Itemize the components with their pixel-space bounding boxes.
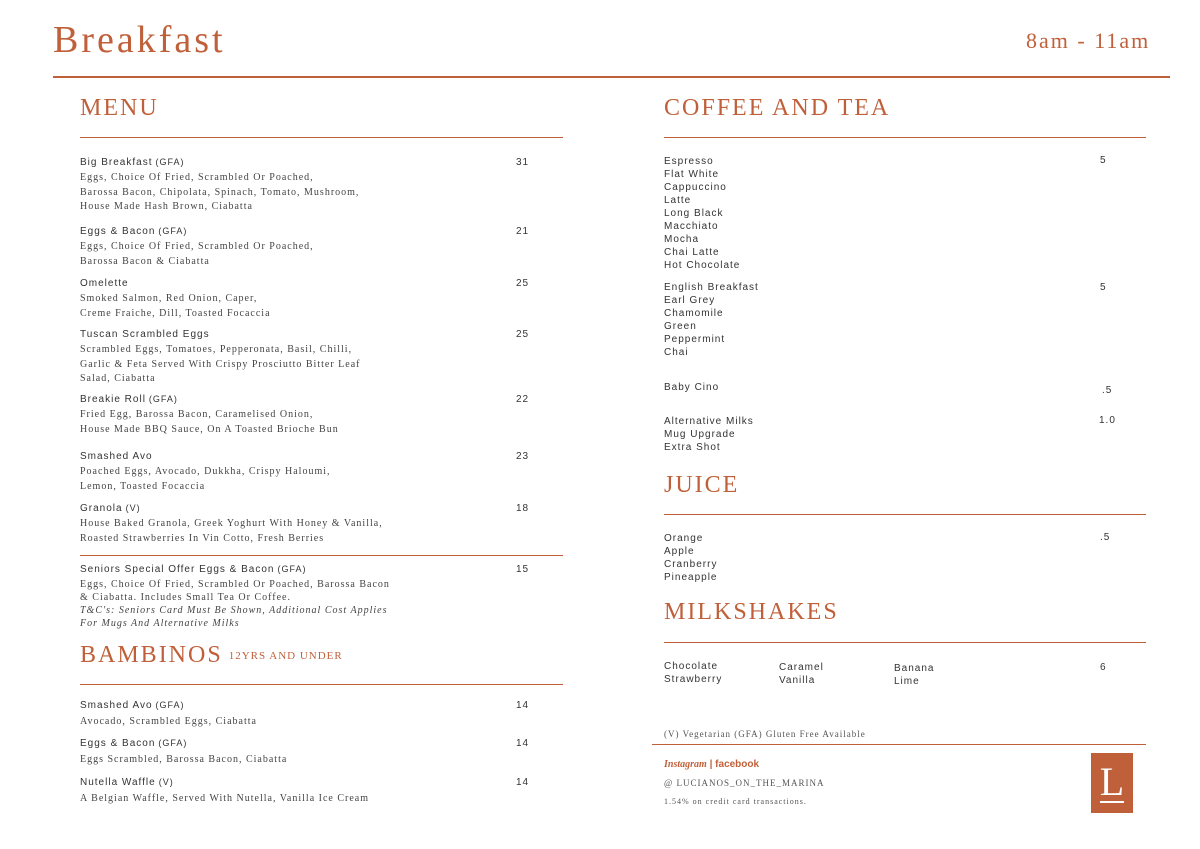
babycino-item: Baby Cino — [664, 382, 720, 393]
bambino-item-description: Avocado, Scrambled Eggs, Ciabatta — [80, 716, 257, 727]
item-tag: (GFA) — [148, 394, 178, 404]
bambino-item-price: 14 — [516, 777, 530, 788]
dietary-legend: (V) Vegetarian (GFA) Gluten Free Available — [664, 729, 866, 739]
item-tag: (GFA) — [158, 738, 188, 748]
menu-item-price: 25 — [516, 329, 530, 340]
facebook-link[interactable]: facebook — [715, 759, 760, 770]
juice-item: Cranberry — [664, 559, 718, 570]
menu-item-description: House Baked Granola, Greek Yoghurt With Honey & Vanilla, — [80, 518, 383, 529]
milkshake-flavour: Lime — [894, 676, 920, 687]
bambino-item-name — [80, 777, 174, 788]
menu-item-description: Poached Eggs, Avocado, Dukkha, Crispy Haloumi, — [80, 466, 331, 477]
juice-list — [664, 532, 717, 584]
footer-divider — [652, 744, 1146, 745]
milkshake-flavour: Chocolate — [664, 661, 719, 672]
item-title: Tuscan Scrambled Eggs — [80, 329, 210, 340]
coffee-item: Flat White — [664, 169, 720, 180]
menu-item-name — [80, 503, 141, 514]
milkshake-flavour: Caramel — [779, 662, 824, 673]
item-tag: (GFA) — [155, 700, 185, 710]
item-title: Smashed Avo — [80, 451, 153, 462]
milkshake-col-3 — [894, 662, 934, 688]
milkshake-flavour: Banana — [894, 663, 935, 674]
seniors-name — [80, 564, 306, 575]
menu-item-price: 21 — [516, 226, 530, 237]
tea-item: Earl Grey — [664, 295, 716, 306]
menu-item-name — [80, 329, 210, 340]
coffee-list — [664, 155, 740, 272]
juice-item: Pineapple — [664, 572, 718, 583]
tea-list — [664, 281, 759, 359]
menu-item-price: 25 — [516, 278, 530, 289]
extra-item: Alternative Milks — [664, 416, 754, 427]
menu-item-description: Garlic & Feta Served With Crispy Prosciutto Bitter Leaf — [80, 358, 361, 370]
seniors-description: Eggs, Choice Of Fried, Scrambled Or Poached, Barossa Bacon — [80, 579, 390, 590]
coffee-item: Cappuccino — [664, 182, 727, 193]
milkshake-col-1 — [664, 660, 722, 686]
coffee-item: Latte — [664, 195, 692, 206]
social-separator: | — [709, 759, 713, 770]
juice-price: .5 — [1100, 532, 1111, 543]
menu-item-name — [80, 394, 178, 405]
bambino-item-description: Eggs Scrambled, Barossa Bacon, Ciabatta — [80, 754, 288, 765]
menu-item-price: 23 — [516, 451, 530, 462]
menu-item-description: Scrambled Eggs, Tomatoes, Pepperonata, Basil, Chilli, — [80, 344, 353, 355]
coffee-divider — [664, 137, 1146, 138]
menu-item-description: Smoked Salmon, Red Onion, Caper, — [80, 293, 258, 304]
item-title: Big Breakfast — [80, 157, 153, 168]
seniors-terms: For Mugs And Alternative Milks — [80, 618, 240, 629]
seniors-divider — [80, 555, 563, 556]
menu-item-description: Eggs, Choice Of Fried, Scrambled Or Poached, — [80, 172, 314, 183]
opening-hours: 8am - 11am — [1026, 28, 1151, 53]
milkshake-flavour: Strawberry — [664, 674, 723, 685]
coffee-item: Chai Latte — [664, 247, 720, 258]
bambinos-title: BAMBINOS — [80, 642, 223, 668]
menu-item-description: Barossa Bacon & Ciabatta — [80, 255, 210, 267]
tea-price: 5 — [1100, 282, 1107, 293]
extras-price: 1.0 — [1099, 415, 1116, 426]
item-title: Breakie Roll — [80, 394, 146, 405]
coffee-item: Hot Chocolate — [664, 260, 741, 271]
logo-letter: L — [1099, 759, 1125, 804]
juice-heading: JUICE — [664, 472, 740, 498]
item-title: Omelette — [80, 278, 129, 289]
menu-item-name — [80, 278, 129, 289]
item-tag: (GFA) — [155, 157, 185, 167]
coffee-price: 5 — [1100, 155, 1107, 166]
item-tag: (V) — [158, 777, 174, 787]
item-title: Seniors Special Offer Eggs & Bacon — [80, 564, 275, 575]
coffee-item: Macchiato — [664, 221, 719, 232]
card-surcharge: 1.54% on credit card transactions. — [664, 797, 807, 806]
menu-heading: MENU — [80, 95, 159, 121]
milkshake-flavour: Vanilla — [779, 675, 816, 686]
extras-list — [664, 415, 754, 454]
menu-item-name — [80, 157, 184, 168]
menu-item-description: Fried Egg, Barossa Bacon, Caramelised Onion, — [80, 409, 314, 420]
coffee-item: Mocha — [664, 234, 700, 245]
menu-item-description: Barossa Bacon, Chipolata, Spinach, Tomato, Mushroom, — [80, 186, 360, 198]
tea-item: Peppermint — [664, 334, 726, 345]
juice-divider — [664, 514, 1146, 515]
instagram-link[interactable]: Instagram — [664, 759, 707, 770]
menu-item-name — [80, 451, 153, 462]
menu-item-price: 22 — [516, 394, 530, 405]
menu-item-description: Eggs, Choice Of Fried, Scrambled Or Poached, — [80, 241, 314, 252]
bambinos-subtitle: 12YRS AND UNDER — [228, 650, 343, 663]
extra-item: Extra Shot — [664, 442, 721, 453]
item-title: Smashed Avo — [80, 700, 153, 711]
menu-item-price: 18 — [516, 503, 530, 514]
page-title: Breakfast — [53, 19, 226, 61]
seniors-price: 15 — [516, 564, 530, 575]
social-links — [664, 759, 759, 770]
menu-item-description: Roasted Strawberries In Vin Cotto, Fresh Berries — [80, 532, 325, 544]
coffee-item: Espresso — [664, 156, 714, 167]
item-tag: (GFA) — [277, 564, 307, 574]
menu-item-description: Creme Fraiche, Dill, Toasted Focaccia — [80, 307, 271, 319]
bambino-item-description: A Belgian Waffle, Served With Nutella, Vanilla Ice Cream — [80, 793, 369, 804]
extra-item: Mug Upgrade — [664, 429, 736, 440]
menu-item-description: Salad, Ciabatta — [80, 373, 156, 384]
seniors-description: & Ciabatta. Includes Small Tea Or Coffee. — [80, 592, 291, 603]
tea-item: English Breakfast — [664, 282, 759, 293]
milkshakes-divider — [664, 642, 1146, 643]
coffee-item: Long Black — [664, 208, 724, 219]
bambinos-divider — [80, 684, 563, 685]
bambino-item-price: 14 — [516, 700, 530, 711]
menu-item-description: House Made Hash Brown, Ciabatta — [80, 201, 253, 212]
brand-logo — [1091, 753, 1133, 813]
menu-item-description: House Made BBQ Sauce, On A Toasted Brioche Bun — [80, 423, 339, 435]
item-title: Granola — [80, 503, 123, 514]
item-tag: (V) — [125, 503, 141, 513]
item-title: Eggs & Bacon — [80, 738, 156, 749]
tea-item: Chamomile — [664, 308, 724, 319]
babycino-price: .5 — [1102, 385, 1113, 396]
item-title: Nutella Waffle — [80, 777, 156, 788]
juice-item: Apple — [664, 546, 695, 557]
bambino-item-name — [80, 738, 187, 749]
bambino-item-name — [80, 700, 185, 711]
milkshake-price: 6 — [1100, 662, 1107, 673]
menu-divider — [80, 137, 563, 138]
bambino-item-price: 14 — [516, 738, 530, 749]
tea-item: Chai — [664, 347, 689, 358]
item-title: Eggs & Bacon — [80, 226, 156, 237]
seniors-terms: T&C's: Seniors Card Must Be Shown, Additional Cost Applies — [80, 605, 388, 616]
social-handle: @ LUCIANOS_ON_THE_MARINA — [664, 778, 825, 788]
tea-item: Green — [664, 321, 697, 332]
milkshakes-heading: MILKSHAKES — [664, 599, 839, 625]
header-divider — [53, 76, 1170, 78]
coffee-heading: COFFEE AND TEA — [664, 95, 891, 121]
bambinos-heading — [80, 642, 343, 669]
juice-item: Orange — [664, 533, 704, 544]
item-tag: (GFA) — [158, 226, 188, 236]
menu-item-price: 31 — [516, 157, 530, 168]
milkshake-col-2 — [779, 661, 824, 687]
menu-item-description: Lemon, Toasted Focaccia — [80, 480, 206, 492]
menu-item-name — [80, 226, 187, 237]
